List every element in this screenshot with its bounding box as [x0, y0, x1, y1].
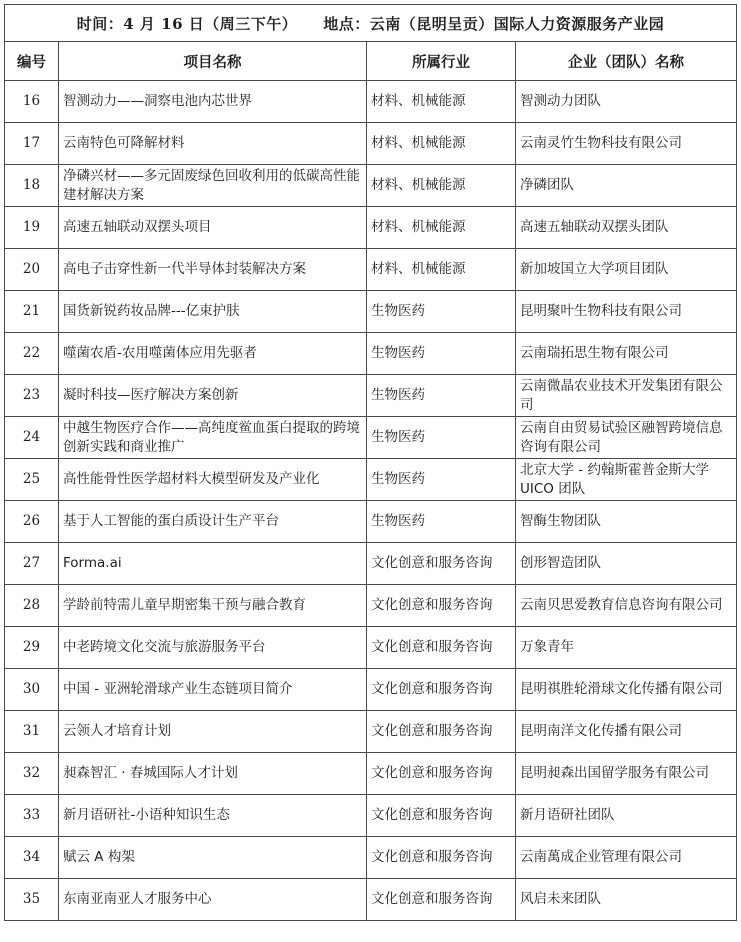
organization-name: 净磷团队 [516, 165, 737, 207]
table-row [5, 627, 737, 669]
project-name: 智测动力——洞察电池内芯世界 [59, 81, 367, 123]
industry: 文化创意和服务咨询 [367, 627, 516, 669]
industry: 材料、机械能源 [367, 249, 516, 291]
column-header-project: 项目名称 [59, 42, 367, 81]
project-name: 高速五轴联动双摆头项目 [59, 207, 367, 249]
industry: 文化创意和服务咨询 [367, 543, 516, 585]
row-number: 25 [5, 459, 59, 501]
table-row [5, 669, 737, 711]
project-name: 中老跨境文化交流与旅游服务平台 [59, 627, 367, 669]
row-number: 33 [5, 795, 59, 837]
organization-name: 昆明聚叶生物科技有限公司 [516, 291, 737, 333]
row-number: 23 [5, 375, 59, 417]
organization-name: 昆明南洋文化传播有限公司 [516, 711, 737, 753]
row-number: 29 [5, 627, 59, 669]
row-number: 30 [5, 669, 59, 711]
table-row [5, 501, 737, 543]
project-name: 噬菌农盾-农用噬菌体应用先驱者 [59, 333, 367, 375]
row-number: 26 [5, 501, 59, 543]
table-row [5, 711, 737, 753]
table-row [5, 417, 737, 459]
table-row [5, 249, 737, 291]
table-row [5, 459, 737, 501]
table-row [5, 837, 737, 879]
industry: 文化创意和服务咨询 [367, 585, 516, 627]
time-label: 时间：4 月 16 日（周三下午） [76, 14, 298, 33]
location-label: 地点：云南（昆明呈贡）国际人力资源服务产业园 [323, 14, 665, 33]
table-row [5, 879, 737, 921]
organization-name: 云南贝思爱教育信息咨询有限公司 [516, 585, 737, 627]
organization-name: 昆明祺胜轮滑球文化传播有限公司 [516, 669, 737, 711]
industry: 生物医药 [367, 459, 516, 501]
industry: 文化创意和服务咨询 [367, 753, 516, 795]
row-number: 22 [5, 333, 59, 375]
organization-name: 新月语研社团队 [516, 795, 737, 837]
organization-name: 新加坡国立大学项目团队 [516, 249, 737, 291]
project-name: 高性能骨性医学超材料大模型研发及产业化 [59, 459, 367, 501]
table-row [5, 543, 737, 585]
row-number: 18 [5, 165, 59, 207]
industry: 材料、机械能源 [367, 81, 516, 123]
table-row [5, 375, 737, 417]
row-number: 34 [5, 837, 59, 879]
industry: 材料、机械能源 [367, 123, 516, 165]
project-name: Forma.ai [59, 543, 367, 585]
row-number: 24 [5, 417, 59, 459]
industry: 生物医药 [367, 417, 516, 459]
table-row [5, 207, 737, 249]
organization-name: 创形智造团队 [516, 543, 737, 585]
row-number: 31 [5, 711, 59, 753]
industry: 生物医药 [367, 501, 516, 543]
table-row [5, 753, 737, 795]
organization-name: 云南微晶农业技术开发集团有限公司 [516, 375, 737, 417]
organization-name: 云南灵竹生物科技有限公司 [516, 123, 737, 165]
organization-name: 昆明昶森出国留学服务有限公司 [516, 753, 737, 795]
organization-name: 智酶生物团队 [516, 501, 737, 543]
column-header-org: 企业（团队）名称 [516, 42, 737, 81]
project-name: 中国 - 亚洲轮滑球产业生态链项目简介 [59, 669, 367, 711]
row-number: 35 [5, 879, 59, 921]
industry: 文化创意和服务咨询 [367, 711, 516, 753]
project-name: 净磷兴材——多元固废绿色回收利用的低碳高性能建材解决方案 [59, 165, 367, 207]
row-number: 21 [5, 291, 59, 333]
table-row [5, 291, 737, 333]
project-name: 昶森智汇 · 春城国际人才计划 [59, 753, 367, 795]
industry: 文化创意和服务咨询 [367, 669, 516, 711]
project-name: 东南亚南亚人才服务中心 [59, 879, 367, 921]
organization-name: 高速五轴联动双摆头团队 [516, 207, 737, 249]
project-table [4, 4, 737, 921]
industry: 材料、机械能源 [367, 207, 516, 249]
table-row [5, 333, 737, 375]
table-row [5, 123, 737, 165]
organization-name: 北京大学 - 约翰斯霍普金斯大学 UICO 团队 [516, 459, 737, 501]
project-name: 云南特色可降解材料 [59, 123, 367, 165]
industry: 生物医药 [367, 291, 516, 333]
row-number: 32 [5, 753, 59, 795]
industry: 材料、机械能源 [367, 165, 516, 207]
row-number: 19 [5, 207, 59, 249]
project-name: 国货新锐药妆品牌---亿束护肤 [59, 291, 367, 333]
table-row [5, 585, 737, 627]
project-name: 新月语研社-小语种知识生态 [59, 795, 367, 837]
row-number: 28 [5, 585, 59, 627]
table-row [5, 165, 737, 207]
project-name: 赋云 A 构架 [59, 837, 367, 879]
organization-name: 云南瑞拓思生物有限公司 [516, 333, 737, 375]
industry: 文化创意和服务咨询 [367, 837, 516, 879]
organization-name: 万象青年 [516, 627, 737, 669]
column-header-industry: 所属行业 [367, 42, 516, 81]
project-name: 中越生物医疗合作——高纯度鲎血蛋白提取的跨境创新实践和商业推广 [59, 417, 367, 459]
industry: 文化创意和服务咨询 [367, 795, 516, 837]
row-number: 16 [5, 81, 59, 123]
table-row [5, 81, 737, 123]
title-row [5, 5, 737, 42]
project-name: 凝时科技—医疗解决方案创新 [59, 375, 367, 417]
industry: 文化创意和服务咨询 [367, 879, 516, 921]
project-name: 云领人才培育计划 [59, 711, 367, 753]
organization-name: 云南萬成企业管理有限公司 [516, 837, 737, 879]
project-name: 基于人工智能的蛋白质设计生产平台 [59, 501, 367, 543]
project-name: 学龄前特需儿童早期密集干预与融合教育 [59, 585, 367, 627]
organization-name: 云南自由贸易试验区融智跨境信息咨询有限公司 [516, 417, 737, 459]
row-number: 17 [5, 123, 59, 165]
industry: 生物医药 [367, 333, 516, 375]
industry: 生物医药 [367, 375, 516, 417]
organization-name: 智测动力团队 [516, 81, 737, 123]
row-number: 20 [5, 249, 59, 291]
row-number: 27 [5, 543, 59, 585]
project-name: 高电子击穿性新一代半导体封装解决方案 [59, 249, 367, 291]
session-header [5, 5, 737, 42]
table-row [5, 795, 737, 837]
organization-name: 风启未来团队 [516, 879, 737, 921]
column-header-row [5, 42, 737, 81]
column-header-num: 编号 [5, 42, 59, 81]
